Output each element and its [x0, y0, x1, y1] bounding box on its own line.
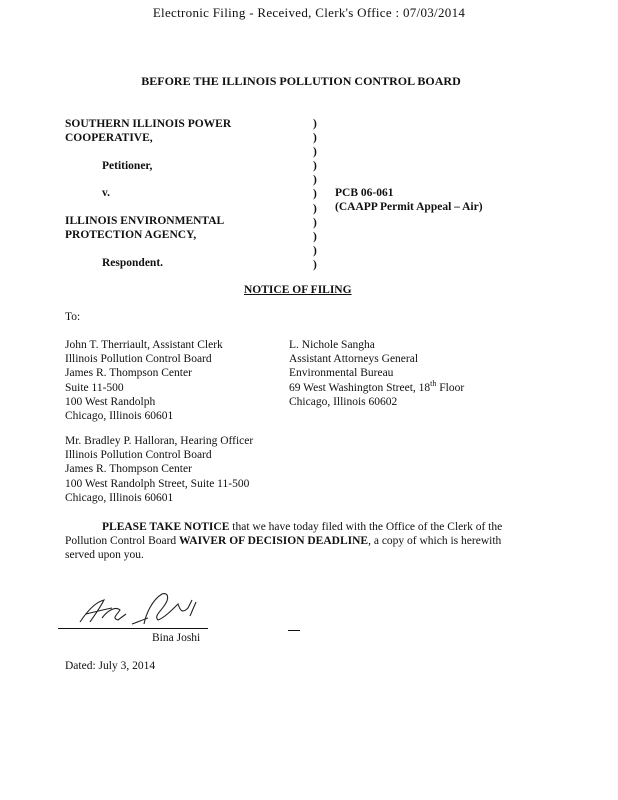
paren: )	[313, 174, 317, 187]
filing-stamp: Electronic Filing - Received, Clerk's Office : 07/03/2014	[152, 5, 466, 20]
petitioner-name-line-1: SOUTHERN ILLINOIS POWER	[65, 118, 232, 130]
paren: )	[313, 202, 317, 215]
notice-text-1: that we have today filed with the Office of the Clerk of the Pollution Control Board	[65, 521, 503, 548]
address-line: John T. Therriault, Assistant Clerk	[65, 339, 223, 351]
case-type: (CAAPP Permit Appeal – Air)	[335, 201, 483, 213]
petitioner-name-line-2: COOPERATIVE,	[65, 132, 153, 144]
address-line: Chicago, Illinois 60601	[65, 409, 174, 422]
caption-parens-column	[313, 117, 317, 272]
to-label: To:	[65, 311, 81, 323]
notice-paragraph	[65, 520, 531, 563]
paren: )	[313, 216, 317, 229]
recipient-attorney-address	[289, 338, 464, 409]
paren: )	[313, 118, 317, 130]
address-line: 100 West Randolph Street, Suite 11-500	[65, 477, 250, 490]
address-line: Illinois Pollution Control Board	[65, 353, 212, 366]
document-title: BEFORE THE ILLINOIS POLLUTION CONTROL BOARD	[141, 74, 461, 88]
address-line: James R. Thompson Center	[65, 463, 192, 476]
signature-line-mark	[288, 630, 300, 631]
notice-text-2: , a copy of which is herewith served upon you.	[65, 535, 502, 562]
respondent-role: Respondent.	[102, 257, 164, 269]
signer-name: Bina Joshi	[152, 632, 201, 644]
respondent-name-line-2: PROTECTION AGENCY,	[65, 229, 197, 241]
recipient-clerk-address	[65, 338, 223, 423]
attorney-street: 69 West Washington Street, 18th Floor	[289, 378, 465, 394]
attorney-bureau: Environmental Bureau	[289, 367, 394, 380]
address-line: Mr. Bradley P. Halloran, Hearing Officer	[65, 435, 254, 447]
address-line: 100 West Randolph	[65, 395, 156, 408]
paren: )	[313, 230, 317, 243]
petitioner-role: Petitioner,	[102, 160, 153, 172]
dated-line: Dated: July 3, 2014	[65, 660, 156, 672]
notice-heading: NOTICE OF FILING	[244, 284, 352, 296]
address-line: James R. Thompson Center	[65, 367, 192, 380]
respondent-name-line-1: ILLINOIS ENVIRONMENTAL	[65, 215, 225, 227]
address-line: Suite 11-500	[65, 381, 124, 394]
address-line: Illinois Pollution Control Board	[65, 449, 212, 462]
handwritten-signature	[72, 588, 222, 632]
case-number: PCB 06-061	[335, 187, 394, 199]
paren: )	[313, 146, 317, 159]
attorney-name: L. Nichole Sangha	[289, 339, 375, 351]
notice-lead: PLEASE TAKE NOTICE	[102, 521, 230, 533]
versus: v.	[102, 187, 110, 199]
paren: )	[313, 132, 317, 145]
filed-document-title: WAIVER OF DECISION DEADLINE	[179, 535, 369, 548]
attorney-city: Chicago, Illinois 60602	[289, 395, 398, 408]
paren: )	[313, 160, 317, 173]
signature-line	[58, 628, 208, 629]
paren: )	[313, 258, 317, 271]
attorney-title: Assistant Attorneys General	[289, 353, 419, 366]
address-line: Chicago, Illinois 60601	[65, 491, 174, 504]
paren: )	[313, 244, 317, 257]
recipient-hearing-officer-address	[65, 434, 253, 505]
paren: )	[313, 188, 317, 201]
